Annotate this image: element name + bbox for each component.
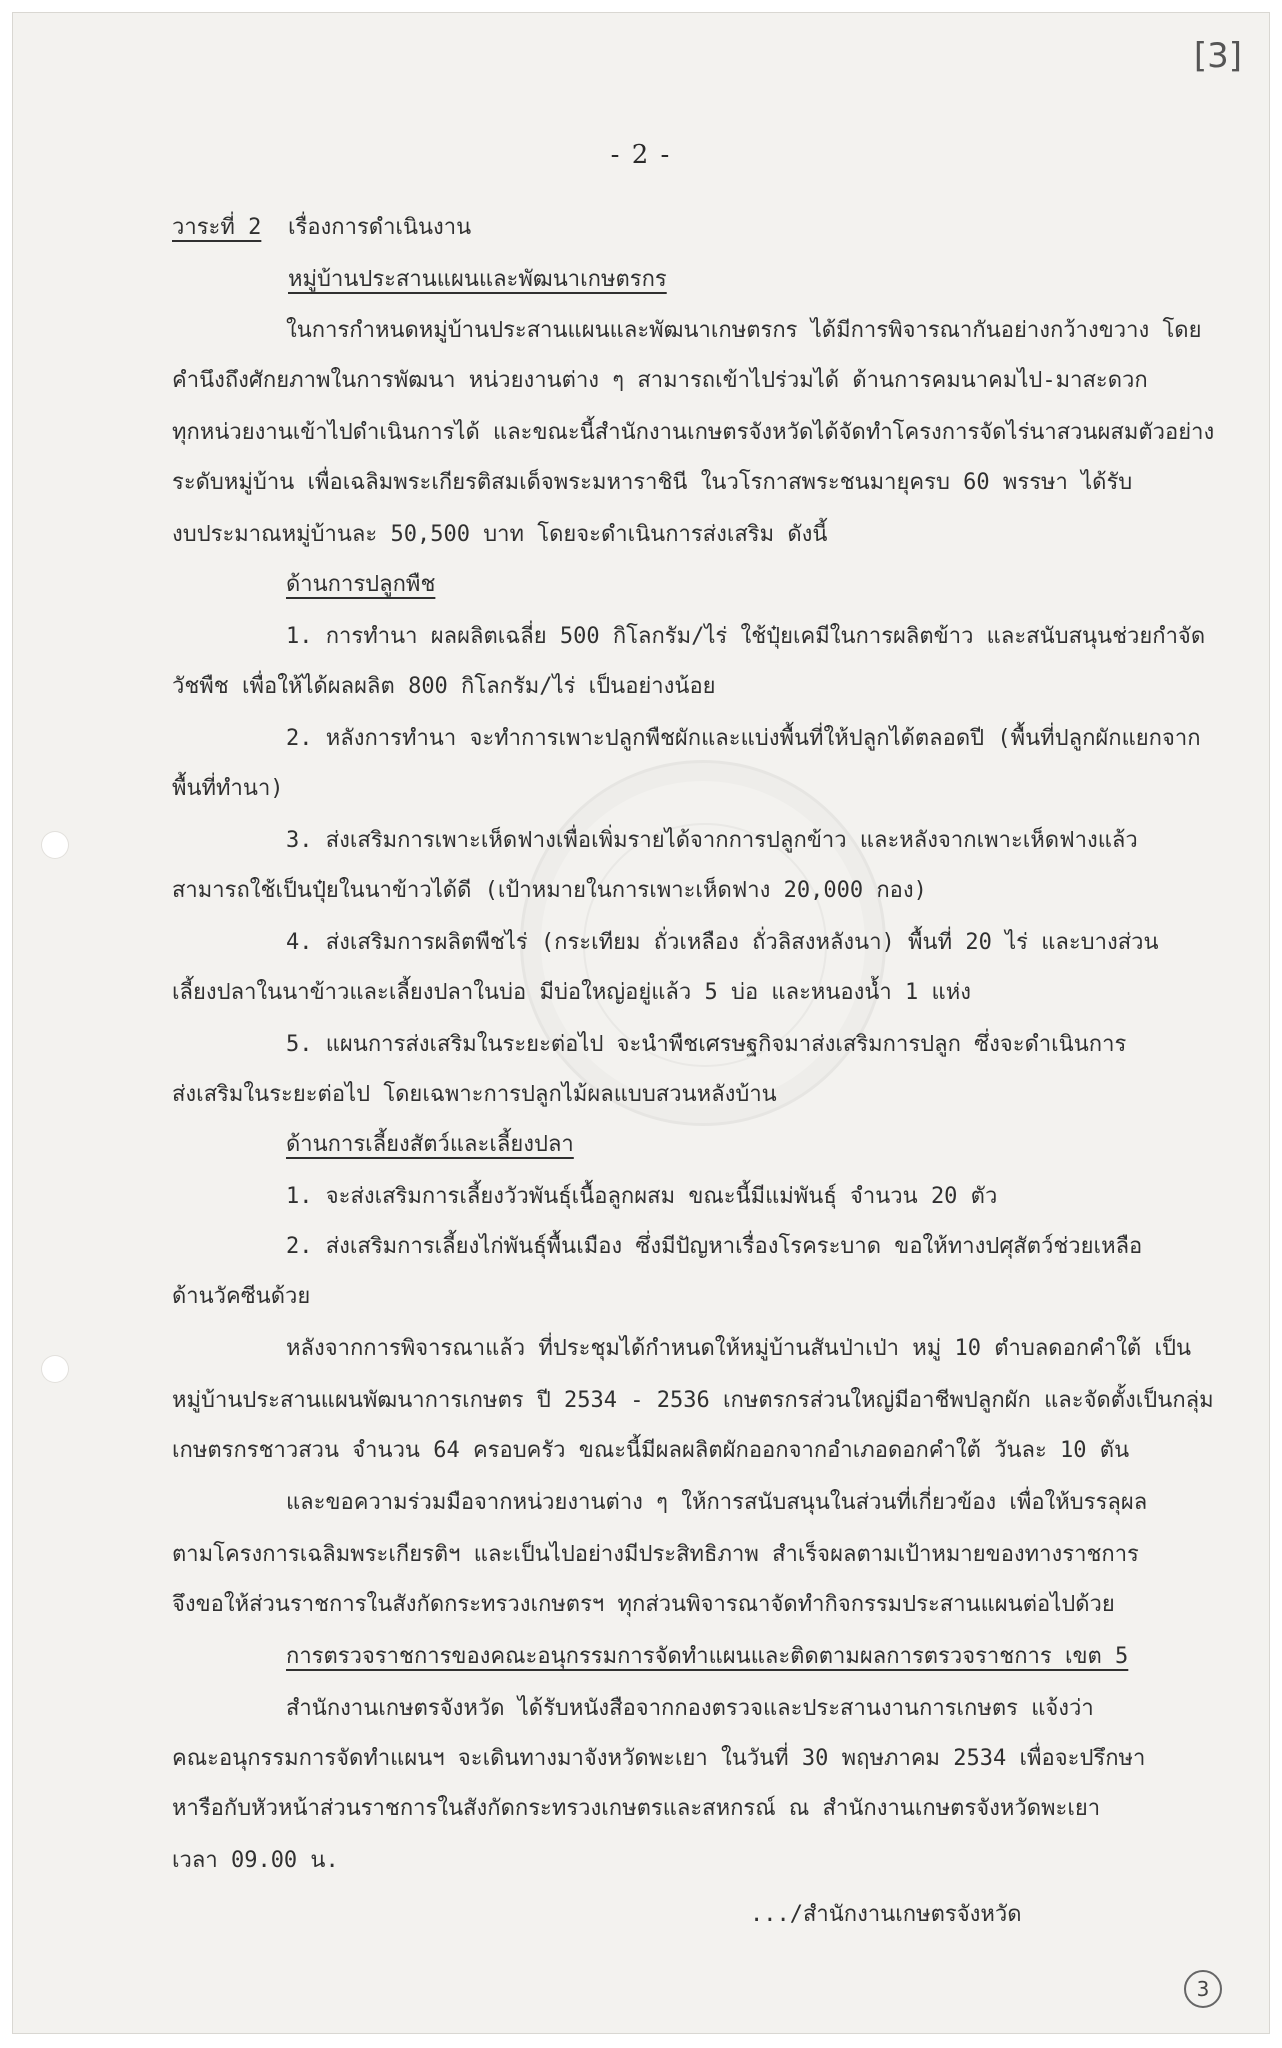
list-item: 3. ส่งเสริมการเพาะเห็ดฟางเพื่อเพิ่มรายได้จากการปลูกข้าว และหลังจากเพาะเห็ดฟางแล้ว: [286, 828, 1138, 853]
section-title-village: หมู่บ้านประสานแผนและพัฒนาเกษตรกร: [288, 267, 667, 292]
list-item: 4. ส่งเสริมการผลิตพืชไร่ (กระเทียม ถั่วเหลือง ถั่วลิสงหลังนา) พื้นที่ 20 ไร่ และบางส่วน: [286, 930, 1159, 955]
list-item-cont: พื้นที่ทำนา): [172, 776, 284, 801]
list-item-cont: ด้านวัคซีนด้วย: [172, 1284, 311, 1309]
paragraph-line: ตามโครงการเฉลิมพระเกียรติฯ และเป็นไปอย่างมีประสิทธิภาพ สำเร็จผลตามเป้าหมายของทางราชการ: [172, 1542, 1139, 1567]
paragraph-line: หารือกับหัวหน้าส่วนราชการในสังกัดกระทรวงเกษตรและสหกรณ์ ณ สำนักงานเกษตรจังหวัดพะเยา: [172, 1796, 1101, 1821]
list-item-cont: ส่งเสริมในระยะต่อไป โดยเฉพาะการปลูกไม้ผลแบบสวนหลังบ้าน: [172, 1082, 777, 1107]
section-title-livestock: ด้านการเลี้ยงสัตว์และเลี้ยงปลา: [286, 1132, 574, 1157]
agenda-title: เรื่องการดำเนินงาน: [288, 215, 472, 240]
paragraph-line: ในการกำหนดหมู่บ้านประสานแผนและพัฒนาเกษตรกร ได้มีการพิจารณากันอย่างกว้างขวาง โดย: [286, 318, 1202, 343]
paragraph-line: ทุกหน่วยงานเข้าไปดำเนินการได้ และขณะนี้สำนักงานเกษตรจังหวัดได้จัดทำโครงการจัดไร่นาสวนผสมตัวอย่าง: [172, 420, 1215, 445]
section-title-inspection: การตรวจราชการของคณะอนุกรรมการจัดทำแผนและติดตามผลการตรวจราชการ เขต 5: [286, 1644, 1129, 1669]
punch-hole-top: [42, 832, 68, 858]
list-item: 2. ส่งเสริมการเลี้ยงไก่พันธุ์พื้นเมือง ซึ่งมีปัญหาเรื่องโรคระบาด ขอให้ทางปศุสัตว์ช่วยเหลือ: [286, 1234, 1143, 1259]
list-item: 1. จะส่งเสริมการเลี้ยงวัวพันธุ์เนื้อลูกผสม ขณะนี้มีแม่พันธุ์ จำนวน 20 ตัว: [286, 1184, 998, 1209]
paragraph-line: เวลา 09.00 น.: [172, 1848, 339, 1873]
paragraph-line: ระดับหมู่บ้าน เพื่อเฉลิมพระเกียรติสมเด็จพระมหาราชินี ในวโรกาสพระชนมายุครบ 60 พรรษา ได้รับ: [172, 470, 1133, 495]
section-title-crops: ด้านการปลูกพืช: [286, 572, 436, 597]
list-item-cont: วัชพืช เพื่อให้ได้ผลผลิต 800 กิโลกรัม/ไร่ เป็นอย่างน้อย: [172, 674, 716, 699]
paragraph-line: หลังจากการพิจารณาแล้ว ที่ประชุมได้กำหนดให้หมู่บ้านสันป่าเป่า หมู่ 10 ตำบลดอกคำใต้ เป็น: [286, 1336, 1191, 1361]
paragraph-line: เกษตรกรชาวสวน จำนวน 64 ครอบครัว ขณะนี้มีผลผลิตผักออกจากอำเภอดอกคำใต้ วันละ 10 ตัน: [172, 1438, 1130, 1463]
list-item: 5. แผนการส่งเสริมในระยะต่อไป จะนำพืชเศรษฐกิจมาส่งเสริมการปลูก ซึ่งจะดำเนินการ: [286, 1032, 1127, 1057]
agenda-label: วาระที่ 2: [172, 215, 262, 240]
paragraph-line: หมู่บ้านประสานแผนพัฒนาการเกษตร ปี 2534 - 2536 เกษตรกรส่วนใหญ่มีอาชีพปลูกผัก และจัดตั้งเป็นกลุ่ม: [172, 1388, 1214, 1413]
paragraph-line: คณะอนุกรรมการจัดทำแผนฯ จะเดินทางมาจังหวัดพะเยา ในวันที่ 30 พฤษภาคม 2534 เพื่อจะปรึกษา: [172, 1746, 1146, 1771]
archive-reference: [3]: [1193, 36, 1242, 76]
paragraph-line: สำนักงานเกษตรจังหวัด ได้รับหนังสือจากกองตรวจและประสานงานการเกษตร แจ้งว่า: [286, 1696, 1094, 1721]
paragraph-line: จึงขอให้ส่วนราชการในสังกัดกระทรวงเกษตรฯ ทุกส่วนพิจารณาจัดทำกิจกรรมประสานแผนต่อไปด้วย: [172, 1592, 1115, 1617]
list-item: 2. หลังการทำนา จะทำการเพาะปลูกพืชผักและแบ่งพื้นที่ให้ปลูกได้ตลอดปี (พื้นที่ปลูกผักแยกจาก: [286, 726, 1201, 751]
page-number: - 2 -: [610, 140, 672, 170]
circled-page-number: 3: [1184, 1970, 1222, 2008]
list-item: 1. การทำนา ผลผลิตเฉลี่ย 500 กิโลกรัม/ไร่ ใช้ปุ๋ยเคมีในการผลิตข้าว และสนับสนุนช่วยกำจัด: [286, 624, 1206, 649]
paragraph-line: และขอความร่วมมือจากหน่วยงานต่าง ๆ ให้การสนับสนุนในส่วนที่เกี่ยวข้อง เพื่อให้บรรลุผล: [286, 1490, 1148, 1515]
paragraph-line: คำนึงถึงศักยภาพในการพัฒนา หน่วยงานต่าง ๆ สามารถเข้าไปร่วมได้ ด้านการคมนาคมไป-มาสะดวก: [172, 368, 1148, 393]
continuation-note: .../สำนักงานเกษตรจังหวัด: [750, 1902, 1022, 1927]
punch-hole-bottom: [42, 1356, 68, 1382]
list-item-cont: เลี้ยงปลาในนาข้าวและเลี้ยงปลาในบ่อ มีบ่อใหญ่อยู่แล้ว 5 บ่อ และหนองน้ำ 1 แห่ง: [172, 980, 971, 1005]
list-item-cont: สามารถใช้เป็นปุ๋ยในนาข้าวได้ดี (เป้าหมายในการเพาะเห็ดฟาง 20,000 กอง): [172, 878, 927, 903]
paragraph-line: งบประมาณหมู่บ้านละ 50,500 บาท โดยจะดำเนินการส่งเสริม ดังนี้: [172, 522, 828, 547]
